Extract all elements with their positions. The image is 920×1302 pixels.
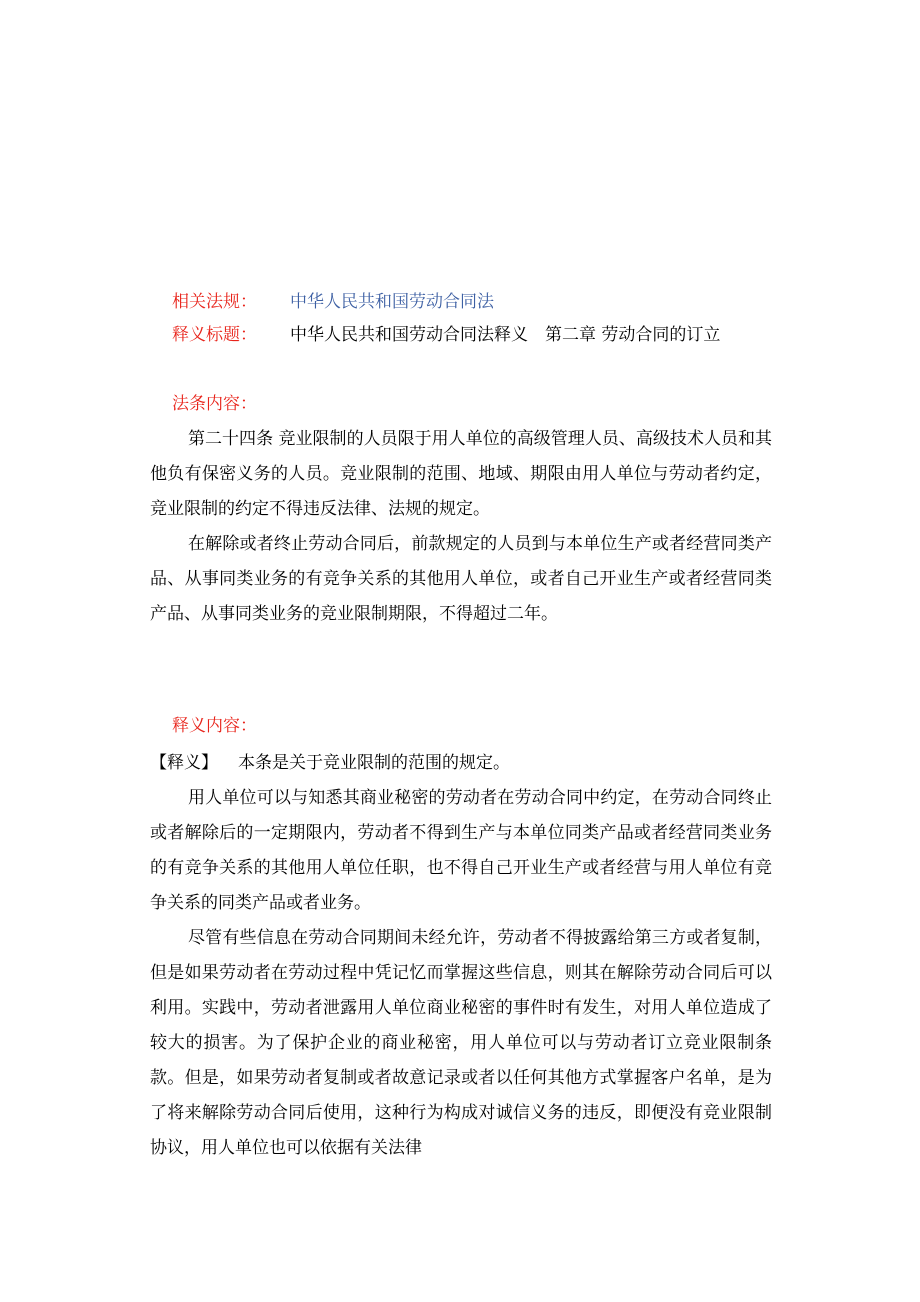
article-paragraph: 在解除或者终止劳动合同后，前款规定的人员到与本单位生产或者经营同类产品、从事同类业务的有竞争关系的其他用人单位，或者自己开业生产或者经营同类产品、从事同类业务的竞业限制期限，不得超过二年。 <box>150 534 772 624</box>
article-content <box>150 422 772 632</box>
interpretation-intro-line <box>150 746 772 781</box>
interpretation-title-value: 中华人民共和国劳动合同法释义 第二章 劳动合同的订立 <box>290 325 721 345</box>
interpretation-content <box>150 746 772 1166</box>
interpretation-title-label: 释义标题： <box>172 325 257 345</box>
interpretation-title-row <box>172 324 720 346</box>
article-content-label: 法条内容： <box>172 394 257 414</box>
interpretation-intro: 本条是关于竞业限制的范围的规定。 <box>238 753 510 773</box>
interpretation-paragraph: 尽管有些信息在劳动合同期间未经允许，劳动者不得披露给第三方或者复制，但是如果劳动者在劳动过程中凭记忆而掌握这些信息，则其在解除劳动合同后可以利用。实践中，劳动者泄露用人单位商业秘密的事件时有发生，对用人单位造成了较大的损害。为了保护企业的商业秘密，用人单位可以与劳动者订立竞业限制条款。但是，如果劳动者复制或者故意记录或者以任何其他方式掌握客户名单，是为了将来解除劳动合同后使用，这种行为构成对诚信义务的违反，即便没有竞业限制协议，用人单位也可以依据有关法律 <box>150 928 772 1158</box>
article-paragraph: 第二十四条 竞业限制的人员限于用人单位的高级管理人员、高级技术人员和其他负有保密义务的人员。竞业限制的范围、地域、期限由用人单位与劳动者约定，竞业限制的约定不得违反法律、法规的规定。 <box>150 429 772 519</box>
interpretation-content-label: 释义内容： <box>172 716 257 736</box>
interpretation-paragraph: 用人单位可以与知悉其商业秘密的劳动者在劳动合同中约定，在劳动合同终止或者解除后的一定期限内，劳动者不得到生产与本单位同类产品或者经营同类业务的有竞争关系的其他用人单位任职，也不得自己开业生产或者经营与用人单位有竞争关系的同类产品或者业务。 <box>150 788 772 913</box>
related-law-link[interactable]: 中华人民共和国劳动合同法 <box>290 292 494 312</box>
related-law-row <box>172 291 494 313</box>
interpretation-bracket-label: 【释义】 <box>150 753 218 773</box>
related-law-label: 相关法规： <box>172 292 257 312</box>
